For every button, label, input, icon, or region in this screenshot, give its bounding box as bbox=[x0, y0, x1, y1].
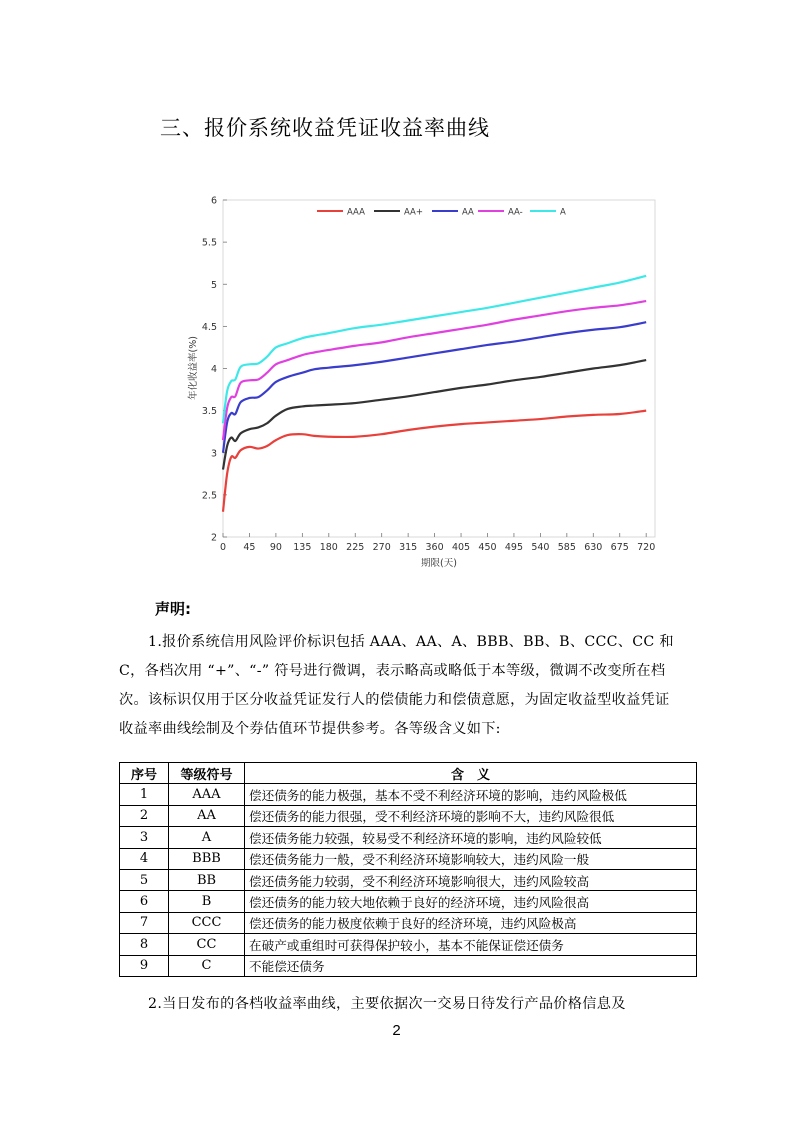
x-tick-label: 45 bbox=[243, 542, 256, 553]
cell-index: 9 bbox=[120, 955, 169, 976]
paragraph-1: 1.报价系统信用风险评价标识包括 AAA、AA、A、BBB、BB、B、CCC、CC 和 C，各档次用 “+”、“-” 符号进行微调，表示略高或略低于本等级，微调不改变所在档次。该标识仅用于区分收益凭证发行人的偿债能力和偿债意愿，为固定收益型收益凭证收益率曲线绘制及个券估值环节提供参考。各等级含义如下: bbox=[119, 634, 674, 737]
cell-symbol: BBB bbox=[169, 848, 245, 869]
legend-label: AAA bbox=[347, 207, 365, 218]
x-tick-label: 270 bbox=[372, 542, 391, 553]
cell-meaning: 偿还债务的能力极度依赖于良好的经济环境，违约风险极高 bbox=[245, 912, 697, 933]
cell-meaning: 在破产或重组时可获得保护较小，基本不能保证偿还债务 bbox=[245, 934, 697, 955]
x-tick-label: 180 bbox=[319, 542, 338, 553]
legend-label: A bbox=[560, 207, 566, 218]
table-row bbox=[120, 848, 697, 869]
cell-index: 4 bbox=[120, 848, 169, 869]
cell-symbol: B bbox=[169, 891, 245, 912]
table-row bbox=[120, 934, 697, 955]
cell-meaning: 偿还债务能力较强，较易受不利经济环境的影响，违约风险较低 bbox=[245, 827, 697, 848]
cell-index: 8 bbox=[120, 934, 169, 955]
cell-index: 7 bbox=[120, 912, 169, 933]
table-row bbox=[120, 912, 697, 933]
cell-index: 3 bbox=[120, 827, 169, 848]
y-axis-label: 年化收益率(%) bbox=[188, 336, 199, 400]
x-tick-label: 225 bbox=[346, 542, 365, 553]
header-symbol: 等级符号 bbox=[169, 763, 245, 784]
legend-label: AA bbox=[462, 207, 474, 218]
y-tick-label: 2.5 bbox=[201, 490, 217, 502]
cell-meaning: 偿还债务能力一般，受不利经济环境影响较大，违约风险一般 bbox=[245, 848, 697, 869]
y-tick-label: 4.5 bbox=[201, 321, 217, 333]
cell-symbol: BB bbox=[169, 869, 245, 890]
paragraph-2: 2.当日发布的各档收益率曲线，主要依据次一交易日待发行产品价格信息及 bbox=[148, 996, 626, 1012]
x-tick-label: 675 bbox=[610, 542, 629, 553]
cell-meaning: 偿还债务的能力较大地依赖于良好的经济环境，违约风险很高 bbox=[245, 891, 697, 912]
header-meaning: 含 义 bbox=[245, 763, 697, 784]
y-tick-label: 6 bbox=[210, 195, 217, 207]
x-tick-label: 360 bbox=[425, 542, 444, 553]
x-tick-label: 495 bbox=[504, 542, 524, 553]
x-tick-label: 405 bbox=[451, 542, 471, 553]
cell-meaning: 不能偿还债务 bbox=[245, 955, 697, 976]
table-row bbox=[120, 784, 697, 805]
legend-label: AA- bbox=[508, 207, 523, 218]
x-tick-label: 135 bbox=[293, 542, 312, 553]
cell-symbol: AA bbox=[169, 805, 245, 826]
x-tick-label: 315 bbox=[399, 542, 418, 553]
x-axis-label: 期限(天) bbox=[421, 558, 457, 569]
header-index: 序号 bbox=[120, 763, 169, 784]
rating-table bbox=[119, 762, 697, 977]
y-tick-label: 3.5 bbox=[201, 406, 217, 418]
table-row bbox=[120, 869, 697, 890]
cell-symbol: CC bbox=[169, 934, 245, 955]
table-row bbox=[120, 805, 697, 826]
cell-index: 1 bbox=[120, 784, 169, 805]
table-header-row bbox=[120, 763, 697, 784]
cell-index: 6 bbox=[120, 891, 169, 912]
cell-meaning: 偿还债务能力较弱，受不利经济环境影响很大，违约风险较高 bbox=[245, 869, 697, 890]
cell-symbol: AAA bbox=[169, 784, 245, 805]
x-tick-label: 90 bbox=[269, 542, 282, 553]
legend-label: AA+ bbox=[404, 207, 423, 218]
table-row bbox=[120, 827, 697, 848]
y-tick-label: 2 bbox=[210, 532, 217, 544]
page-number: 2 bbox=[392, 1022, 401, 1039]
x-tick-label: 0 bbox=[219, 542, 227, 553]
x-tick-label: 585 bbox=[557, 542, 576, 553]
yield-curve-chart bbox=[180, 188, 670, 573]
cell-index: 5 bbox=[120, 869, 169, 890]
x-tick-label: 720 bbox=[637, 542, 656, 553]
declaration-title: 声明: bbox=[155, 600, 191, 618]
cell-meaning: 偿还债务的能力极强，基本不受不利经济环境的影响，违约风险极低 bbox=[245, 784, 697, 805]
x-tick-label: 450 bbox=[478, 542, 497, 553]
y-tick-label: 5 bbox=[210, 279, 217, 291]
cell-symbol: C bbox=[169, 955, 245, 976]
y-tick-label: 4 bbox=[210, 364, 217, 375]
cell-symbol: CCC bbox=[169, 912, 245, 933]
x-tick-label: 630 bbox=[584, 542, 603, 553]
y-tick-label: 5.5 bbox=[201, 237, 217, 249]
y-tick-label: 3 bbox=[210, 448, 217, 460]
table-row bbox=[120, 955, 697, 976]
cell-index: 2 bbox=[120, 805, 169, 826]
table-row bbox=[120, 891, 697, 912]
cell-symbol: A bbox=[169, 827, 245, 848]
x-tick-label: 540 bbox=[531, 542, 550, 553]
cell-meaning: 偿还债务的能力很强，受不利经济环境的影响不大，违约风险很低 bbox=[245, 805, 697, 826]
section-heading: 三、报价系统收益凭证收益率曲线 bbox=[160, 116, 490, 140]
